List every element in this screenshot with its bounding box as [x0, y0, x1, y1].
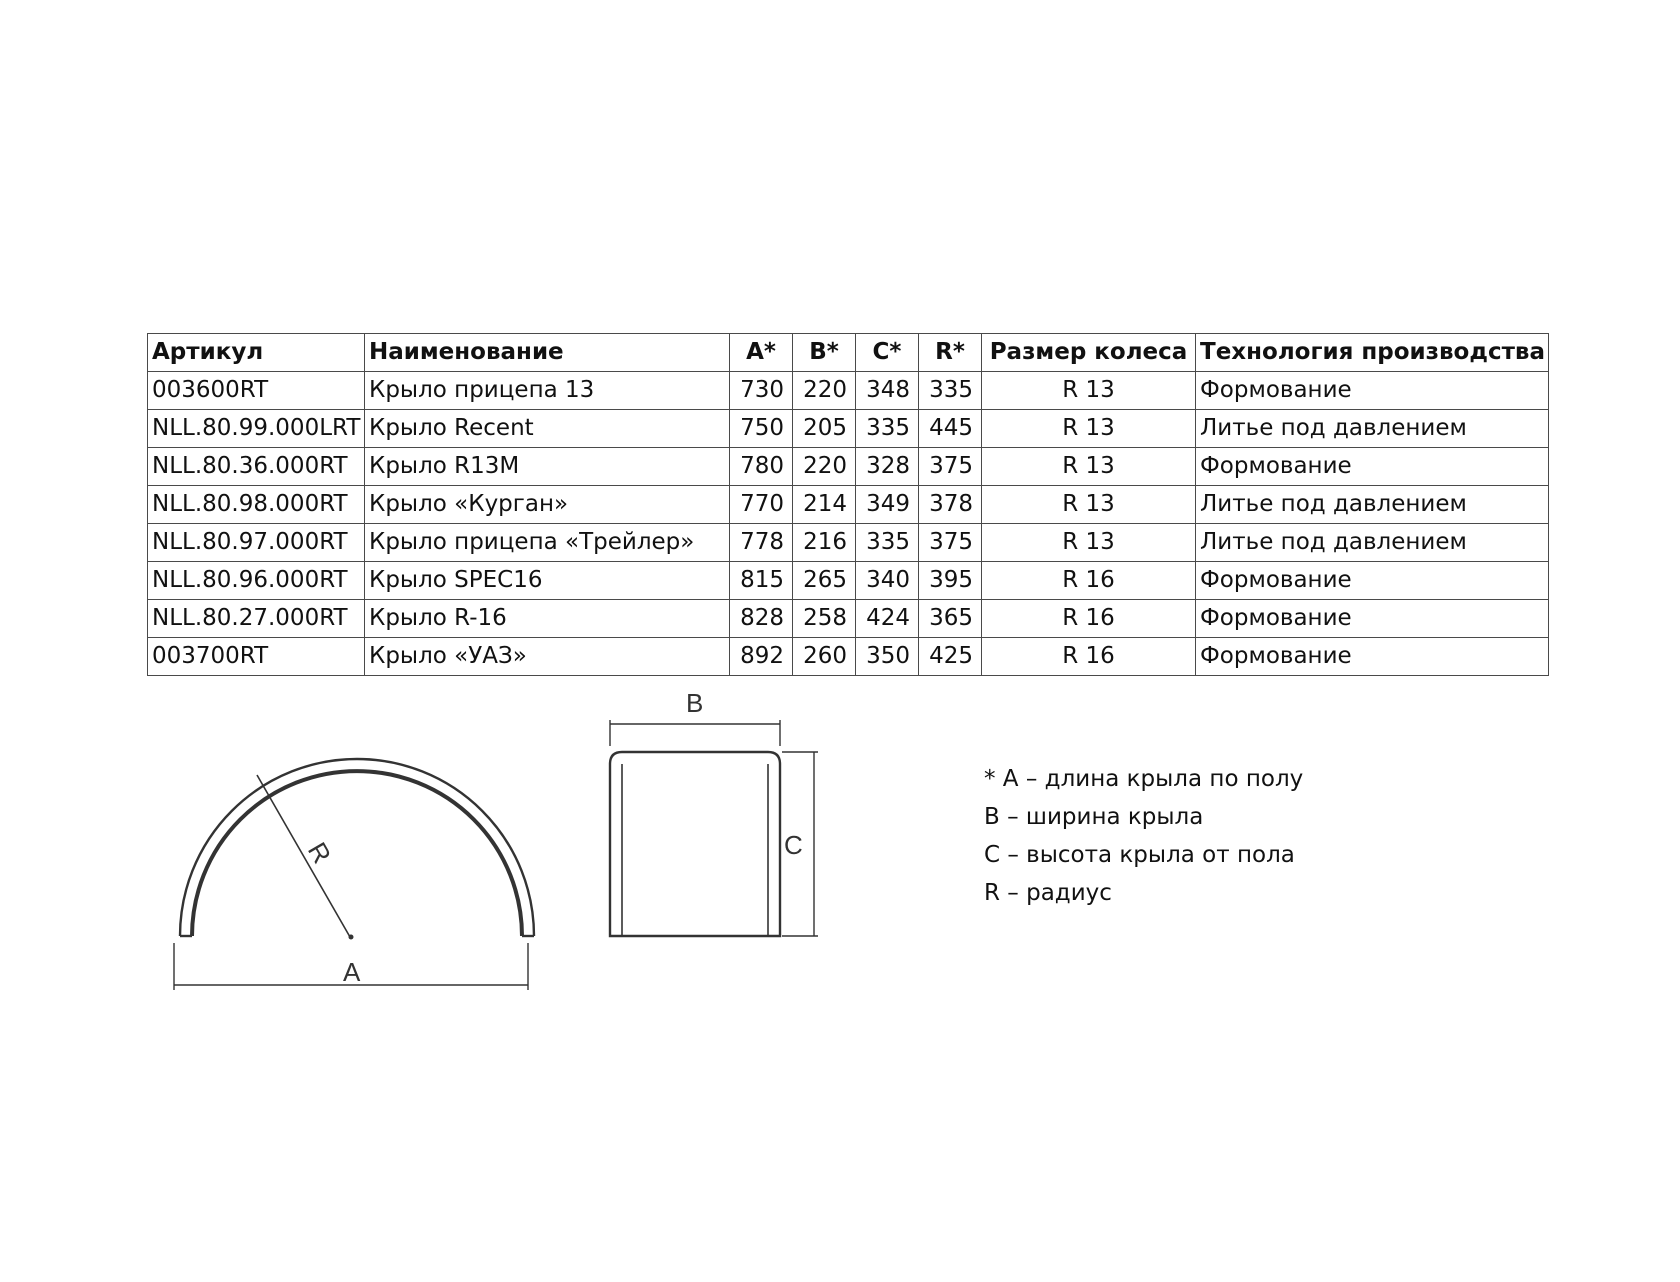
cell-article: NLL.80.99.000LRT: [148, 410, 365, 448]
table-row: [148, 562, 1549, 600]
cell-a: 770: [730, 486, 793, 524]
cell-wheel-size: R 16: [982, 562, 1196, 600]
cell-name: Крыло «Курган»: [365, 486, 730, 524]
cell-b: 220: [793, 372, 856, 410]
cell-a: 892: [730, 638, 793, 676]
cell-r: 365: [919, 600, 982, 638]
table-row: [148, 410, 1549, 448]
cell-technology: Формование: [1196, 562, 1549, 600]
table-row: [148, 448, 1549, 486]
legend-r: R – радиус: [984, 880, 1112, 906]
cell-c: 335: [856, 410, 919, 448]
cell-wheel-size: R 16: [982, 638, 1196, 676]
cell-article: NLL.80.96.000RT: [148, 562, 365, 600]
cell-technology: Формование: [1196, 638, 1549, 676]
radius-line: [257, 775, 350, 937]
cell-c: 340: [856, 562, 919, 600]
cell-technology: Литье под давлением: [1196, 486, 1549, 524]
width-label: B: [686, 688, 704, 718]
spec-table: [147, 333, 1549, 676]
legend-c: C – высота крыла от пола: [984, 842, 1295, 868]
cell-article: NLL.80.27.000RT: [148, 600, 365, 638]
height-label: C: [784, 830, 803, 860]
cell-b: 265: [793, 562, 856, 600]
header-r: R*: [919, 334, 982, 372]
cell-technology: Формование: [1196, 600, 1549, 638]
fender-front-drawing: [600, 688, 840, 948]
fender-side-drawing: [160, 735, 540, 995]
cell-article: NLL.80.98.000RT: [148, 486, 365, 524]
legend-b: B – ширина крыла: [984, 804, 1204, 830]
header-c: C*: [856, 334, 919, 372]
header-a: A*: [730, 334, 793, 372]
cell-b: 216: [793, 524, 856, 562]
cell-technology: Формование: [1196, 448, 1549, 486]
cell-wheel-size: R 16: [982, 600, 1196, 638]
cell-a: 778: [730, 524, 793, 562]
cell-c: 424: [856, 600, 919, 638]
cell-c: 350: [856, 638, 919, 676]
fender-front-svg: [600, 688, 840, 948]
cell-r: 335: [919, 372, 982, 410]
cell-name: Крыло R13M: [365, 448, 730, 486]
cell-wheel-size: R 13: [982, 448, 1196, 486]
table-row: [148, 638, 1549, 676]
cell-wheel-size: R 13: [982, 410, 1196, 448]
cell-b: 205: [793, 410, 856, 448]
cell-r: 375: [919, 448, 982, 486]
legend-a: * A – длина крыла по полу: [984, 766, 1304, 792]
header-wheel-size: Размер колеса: [982, 334, 1196, 372]
cell-wheel-size: R 13: [982, 486, 1196, 524]
cell-name: Крыло Recent: [365, 410, 730, 448]
cell-c: 348: [856, 372, 919, 410]
cell-b: 214: [793, 486, 856, 524]
cell-b: 220: [793, 448, 856, 486]
table-header-row: [148, 334, 1549, 372]
cell-r: 425: [919, 638, 982, 676]
cell-technology: Формование: [1196, 372, 1549, 410]
cell-article: NLL.80.97.000RT: [148, 524, 365, 562]
fender-front-outline: [610, 752, 780, 936]
cell-article: 003600RT: [148, 372, 365, 410]
header-article: Артикул: [148, 334, 365, 372]
table-row: [148, 372, 1549, 410]
cell-c: 328: [856, 448, 919, 486]
dimensions-legend: [984, 760, 1303, 912]
table-row: [148, 600, 1549, 638]
cell-r: 445: [919, 410, 982, 448]
radius-label: R: [301, 837, 338, 869]
cell-article: NLL.80.36.000RT: [148, 448, 365, 486]
center-point: [349, 935, 354, 940]
cell-r: 378: [919, 486, 982, 524]
cell-article: 003700RT: [148, 638, 365, 676]
length-label: A: [343, 957, 361, 987]
cell-technology: Литье под давлением: [1196, 524, 1549, 562]
cell-name: Крыло прицепа «Трейлер»: [365, 524, 730, 562]
cell-c: 335: [856, 524, 919, 562]
cell-b: 258: [793, 600, 856, 638]
cell-a: 828: [730, 600, 793, 638]
cell-r: 395: [919, 562, 982, 600]
cell-name: Крыло R-16: [365, 600, 730, 638]
cell-c: 349: [856, 486, 919, 524]
cell-b: 260: [793, 638, 856, 676]
cell-r: 375: [919, 524, 982, 562]
cell-name: Крыло SPEC16: [365, 562, 730, 600]
header-name: Наименование: [365, 334, 730, 372]
table-row: [148, 486, 1549, 524]
cell-name: Крыло «УАЗ»: [365, 638, 730, 676]
cell-name: Крыло прицепа 13: [365, 372, 730, 410]
header-technology: Технология производства: [1196, 334, 1549, 372]
header-b: B*: [793, 334, 856, 372]
cell-technology: Литье под давлением: [1196, 410, 1549, 448]
cell-a: 815: [730, 562, 793, 600]
cell-a: 730: [730, 372, 793, 410]
cell-wheel-size: R 13: [982, 524, 1196, 562]
fender-outer-arc: [180, 759, 534, 936]
table-row: [148, 524, 1549, 562]
cell-a: 780: [730, 448, 793, 486]
fender-side-svg: [160, 735, 540, 995]
fender-inner-arc: [192, 771, 522, 936]
cell-wheel-size: R 13: [982, 372, 1196, 410]
cell-a: 750: [730, 410, 793, 448]
